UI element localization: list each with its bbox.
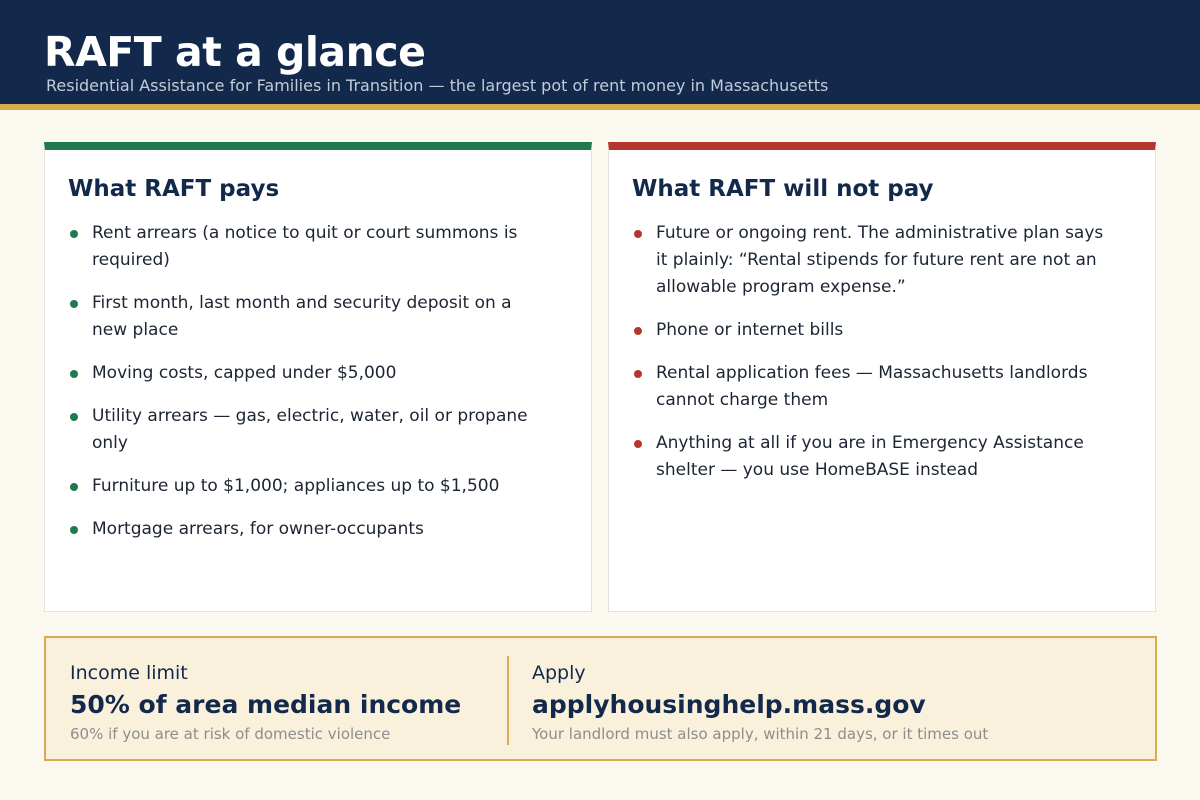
bullet-icon	[634, 327, 642, 335]
apply-url[interactable]: applyhousinghelp.mass.gov	[532, 690, 926, 719]
bullet-icon	[70, 370, 78, 378]
apply-label: Apply	[532, 662, 586, 684]
not-pays-list	[632, 220, 1112, 500]
list-item	[68, 220, 548, 274]
list-item	[68, 403, 548, 457]
list-item-text: Rent arrears (a notice to quit or court summons is required)	[92, 223, 518, 270]
list-item	[68, 516, 548, 543]
info-divider	[507, 656, 509, 745]
list-item	[632, 220, 1112, 301]
list-item	[632, 430, 1112, 484]
not-pays-heading: What RAFT will not pay	[632, 176, 934, 202]
list-item-text: Utility arrears — gas, electric, water, oil or propane only	[92, 406, 528, 453]
list-item-text: Mortgage arrears, for owner-occupants	[92, 519, 424, 539]
header-banner	[0, 0, 1200, 104]
list-item	[68, 360, 548, 387]
key-facts-box	[44, 636, 1157, 761]
bullet-icon	[634, 230, 642, 238]
bullet-icon	[634, 440, 642, 448]
list-item-text: Rental application fees — Massachusetts landlords cannot charge them	[656, 363, 1088, 410]
pays-list	[68, 220, 548, 559]
income-limit-section	[70, 660, 461, 744]
not-pays-card	[608, 142, 1156, 612]
income-limit-value: 50% of area median income	[70, 690, 462, 719]
page-title: RAFT at a glance	[44, 28, 426, 76]
list-item-text: Anything at all if you are in Emergency Assistance shelter — you use HomeBASE instead	[656, 433, 1084, 480]
list-item-text: Moving costs, capped under $5,000	[92, 363, 397, 383]
list-item-text: Future or ongoing rent. The administrative plan says it plainly: “Rental stipends for future rent are not an allowable program expense.”	[656, 223, 1104, 297]
list-item-text: First month, last month and security deposit on a new place	[92, 293, 512, 340]
page-subtitle: Residential Assistance for Families in Transition — the largest pot of rent money in Massachusetts	[46, 76, 829, 95]
bullet-icon	[70, 413, 78, 421]
bullet-icon	[70, 300, 78, 308]
pays-card	[44, 142, 592, 612]
income-limit-note: 60% if you are at risk of domestic violence	[70, 725, 391, 743]
list-item	[68, 473, 548, 500]
bullet-icon	[70, 483, 78, 491]
apply-note: Your landlord must also apply, within 21 days, or it times out	[532, 725, 989, 743]
list-item-text: Phone or internet bills	[656, 320, 844, 340]
bullet-icon	[70, 230, 78, 238]
list-item	[68, 290, 548, 344]
income-limit-label: Income limit	[70, 662, 188, 684]
list-item	[632, 360, 1112, 414]
bullet-icon	[634, 370, 642, 378]
bullet-icon	[70, 526, 78, 534]
apply-section	[532, 660, 988, 744]
pays-heading: What RAFT pays	[68, 176, 280, 202]
list-item	[632, 317, 1112, 344]
list-item-text: Furniture up to $1,000; appliances up to $1,500	[92, 476, 500, 496]
header-divider	[0, 104, 1200, 110]
